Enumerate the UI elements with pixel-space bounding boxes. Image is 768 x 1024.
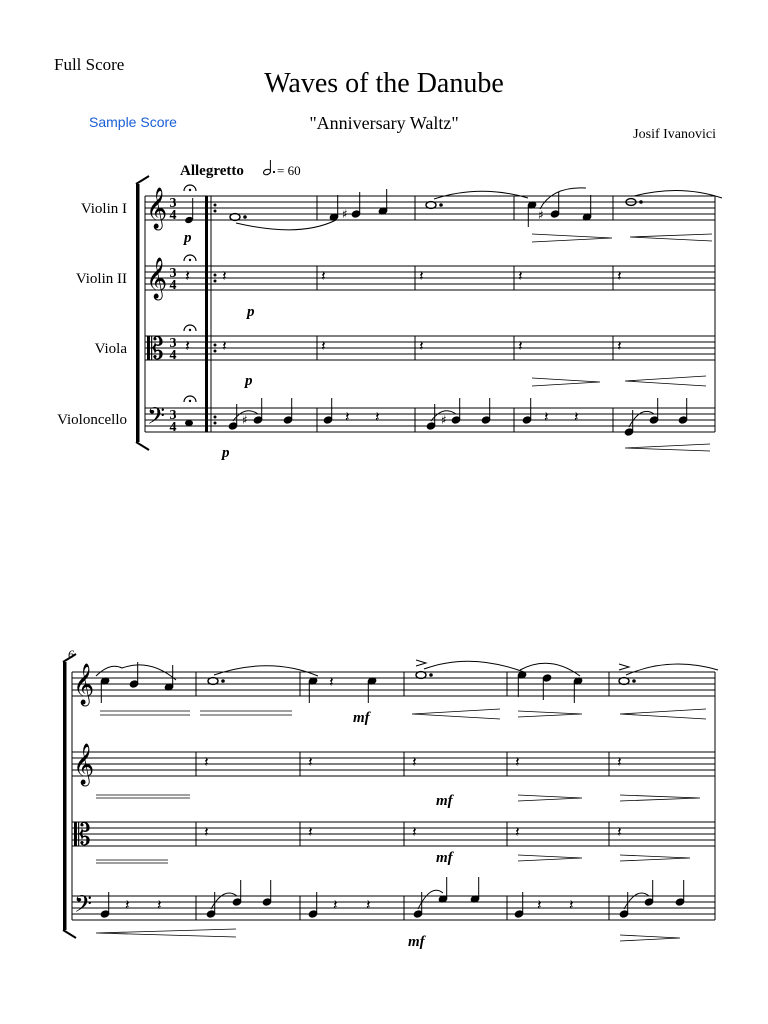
piece-title: Waves of the Danube: [264, 68, 504, 99]
dynamic-p: p: [184, 230, 192, 246]
treble-clef-icon: 𝄞: [73, 744, 95, 785]
svg-text:♯: ♯: [342, 207, 348, 221]
viola-notes: [222, 337, 706, 386]
svg-text:𝄽: 𝄽: [157, 896, 162, 914]
svg-text:𝄽: 𝄽: [366, 896, 371, 914]
staff-violoncello: [72, 896, 715, 920]
system-1: [136, 176, 722, 461]
svg-text:3: 3: [169, 336, 177, 351]
composer-name: Josif Ivanovici: [633, 127, 716, 142]
dynamic-mf: mf: [436, 793, 453, 809]
svg-text:𝄽: 𝄽: [617, 337, 622, 355]
svg-text:𝄽: 𝄽: [222, 267, 227, 285]
dynamic-mf: mf: [408, 934, 425, 950]
cello-notes-s2: [96, 877, 685, 941]
svg-text:4: 4: [169, 420, 177, 435]
instrument-label-violin-2: Violin II: [75, 271, 127, 287]
svg-text:𝄽: 𝄽: [321, 267, 326, 285]
dynamic-p: p: [222, 445, 230, 461]
svg-text:𝄽: 𝄽: [308, 823, 313, 841]
svg-text:𝄽: 𝄽: [125, 896, 130, 914]
cello-notes: [228, 398, 710, 451]
bass-clef-icon: 𝄢: [74, 890, 93, 923]
svg-text:4: 4: [169, 208, 177, 223]
svg-text:𝄽: 𝄽: [518, 337, 523, 355]
treble-clef-icon: 𝄞: [146, 188, 168, 229]
svg-text:𝄽: 𝄽: [518, 267, 523, 285]
viola-notes-s2: [96, 823, 690, 863]
svg-text:𝄽: 𝄽: [329, 673, 334, 691]
piece-subtitle: "Anniversary Waltz": [309, 113, 459, 133]
staff-violin-2: [145, 266, 715, 290]
svg-text:𝄽: 𝄽: [204, 823, 209, 841]
svg-text:𝄽: 𝄽: [617, 267, 622, 285]
instrument-label-viola: Viola: [94, 341, 127, 357]
svg-text:𝄽: 𝄽: [569, 896, 574, 914]
svg-text:3: 3: [169, 196, 177, 211]
svg-text:♯: ♯: [441, 413, 447, 427]
svg-text:𝄽: 𝄽: [185, 266, 190, 285]
svg-text:𝄽: 𝄽: [333, 896, 338, 914]
svg-text:𝄽: 𝄽: [419, 267, 424, 285]
svg-text:𝄽: 𝄽: [308, 753, 313, 771]
svg-text:𝄽: 𝄽: [515, 753, 520, 771]
measure-number: 6: [68, 647, 74, 661]
svg-text:𝄽: 𝄽: [345, 408, 350, 426]
svg-text:𝄽: 𝄽: [574, 408, 579, 426]
svg-text:𝄽: 𝄽: [537, 896, 542, 914]
svg-text:4: 4: [169, 348, 177, 363]
svg-text:𝄽: 𝄽: [222, 337, 227, 355]
alto-clef-icon: 𝄡: [74, 818, 91, 853]
svg-text:𝄽: 𝄽: [375, 408, 380, 426]
svg-text:♯: ♯: [538, 208, 544, 222]
sample-score-link[interactable]: Sample Score: [89, 114, 177, 130]
svg-text:𝄽: 𝄽: [544, 408, 549, 426]
svg-text:𝄽: 𝄽: [419, 337, 424, 355]
svg-text:3: 3: [169, 266, 177, 281]
svg-text:𝄽: 𝄽: [321, 337, 326, 355]
score-type-label: Full Score: [54, 55, 125, 74]
bass-clef-icon: 𝄢: [147, 402, 166, 435]
treble-clef-icon: 𝄞: [146, 258, 168, 299]
dynamic-p: p: [245, 373, 253, 389]
system-2: [63, 647, 718, 950]
alto-clef-icon: 𝄡: [147, 332, 164, 367]
instrument-label-violin-1: Violin I: [80, 201, 127, 217]
staff-viola: [145, 336, 715, 360]
svg-text:𝄽: 𝄽: [412, 823, 417, 841]
instrument-label-violoncello: Violoncello: [57, 412, 127, 428]
svg-text:𝄽: 𝄽: [412, 753, 417, 771]
svg-text:𝄽: 𝄽: [204, 753, 209, 771]
svg-text:𝄽: 𝄽: [185, 336, 190, 355]
svg-text:♯: ♯: [242, 413, 248, 427]
tempo-marking: Allegretto: [180, 163, 244, 179]
time-signature: [170, 196, 177, 435]
svg-text:𝄽: 𝄽: [617, 823, 622, 841]
dynamic-mf: mf: [353, 710, 370, 726]
svg-text:4: 4: [169, 278, 177, 293]
violin-1-notes-s2: [96, 660, 718, 719]
treble-clef-icon: 𝄞: [73, 664, 95, 705]
tempo-bpm: = 60: [277, 163, 301, 178]
dynamic-mf: mf: [436, 850, 453, 866]
dynamic-p: p: [247, 304, 255, 320]
svg-text:𝄽: 𝄽: [515, 823, 520, 841]
svg-text:3: 3: [169, 408, 177, 423]
violin-2-notes: [222, 267, 622, 285]
svg-text:𝄽: 𝄽: [617, 753, 622, 771]
